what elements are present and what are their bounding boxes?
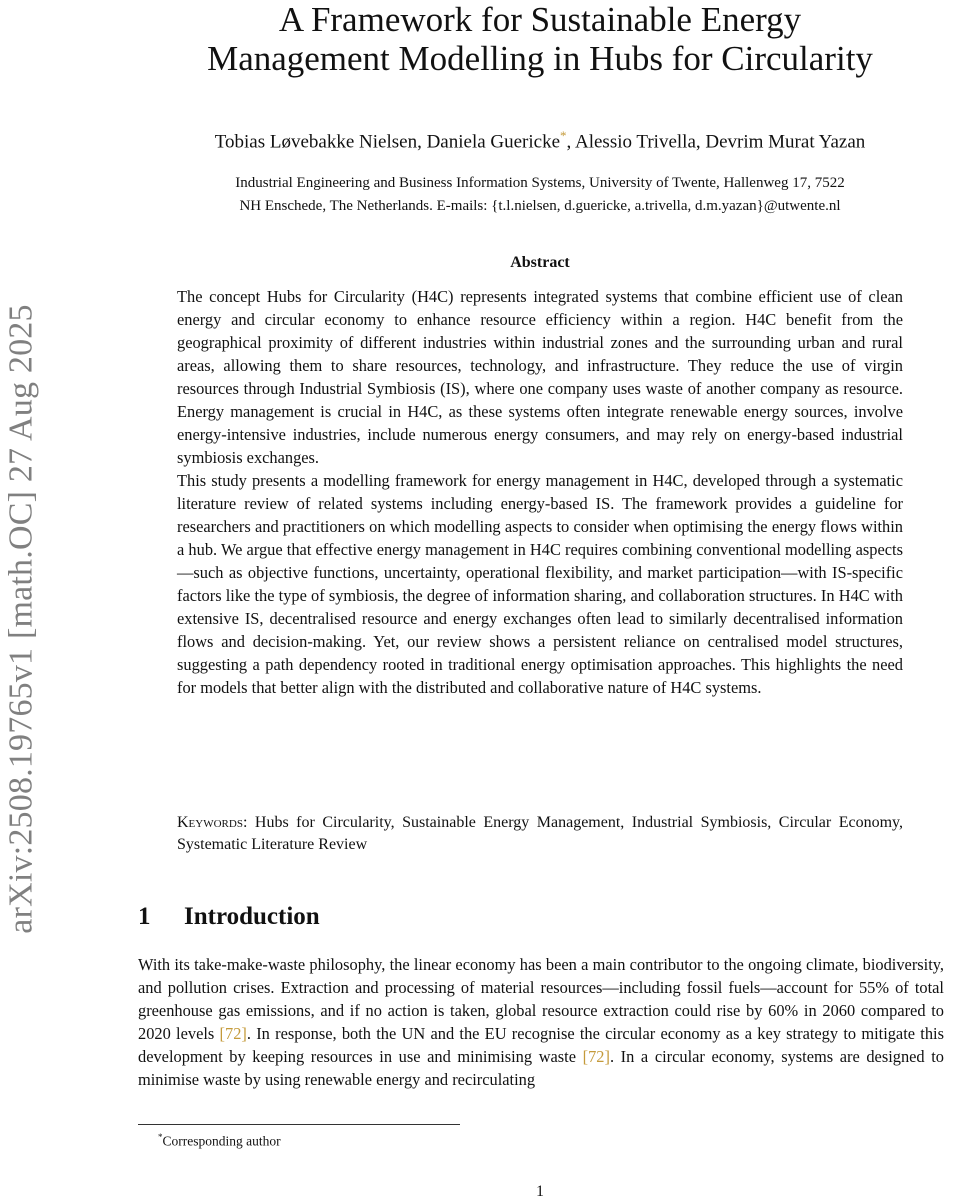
abstract-body (177, 285, 903, 699)
author-3-4: , Alessio Trivella, Devrim Murat Yazan (566, 131, 866, 153)
citation-link[interactable]: [72] (582, 1047, 610, 1066)
abstract-paragraph-1: The concept Hubs for Circularity (H4C) represents integrated systems that combine efficient use of clean energy and circular economy to enhance resource efficiency within a region. H4C benefit from the geographical proximity of different industries within industrial zones and the surrounding urban and rural areas, allowing them to share resources, technology, and infrastructure. They reduce the use of virgin resources through Industrial Symbiosis (IS), where one company uses waste of another company as resource. Energy management is crucial in H4C, as these systems often integrate renewable energy sources, involve energy-intensive industries, include numerous energy consumers, and may rely on energy-based industrial symbiosis exchanges. (177, 287, 903, 467)
keywords-label: Keywords: (177, 814, 248, 831)
citation-link[interactable]: [72] (219, 1024, 247, 1043)
page-number: 1 (536, 1183, 544, 1200)
abstract-paragraph-2: This study presents a modelling framework for energy management in H4C, developed through a systematic literature review of related systems including energy-based IS. The framework provides a guideline for researchers and practitioners on which modelling aspects to consider when optimising the energy flows within a hub. We argue that effective energy management in H4C requires combining conventional modelling aspects—such as objective functions, uncertainty, operational flexibility, and market participation—with IS-specific factors like the type of symbiosis, the degree of information sharing, and collaboration structures. In H4C with extensive IS, decentralised resource and energy exchanges often lead to similarly decentralised information flows and decision-making. Yet, our review shows a persistent reliance on centralised model structures, suggesting a path dependency rooted in traditional energy optimisation approaches. This highlights the need for models that better align with the distributed and collaborative nature of H4C systems. (177, 471, 903, 697)
intro-text-2: . In response, both the UN and the EU recognise the circular economy as a key strategy to mitigate this development by keeping resources in use and minimising waste (138, 1024, 944, 1066)
author-1: Tobias Løvebakke Nielsen, (214, 131, 427, 153)
author-list (100, 124, 974, 154)
section-number: 1 (138, 903, 151, 930)
affiliation-line-1: Industrial Engineering and Business Information Systems, University of Twente, Hallenweg 17, 7522 (235, 175, 845, 191)
intro-text-3: . In a circular economy, systems are designed to minimise waste by using renewable energy and recirculating (138, 1047, 944, 1089)
abstract-heading: Abstract (510, 254, 570, 271)
paper-title (100, 0, 974, 78)
footnote-rule (138, 1124, 460, 1125)
corresponding-author-mark[interactable]: * (560, 128, 567, 143)
section-title: Introduction (184, 903, 320, 930)
affiliation-line-2: NH Enschede, The Netherlands. E-mails: {t.l.nielsen, d.guericke, a.trivella, d.m.yazan}@utwente.nl (239, 198, 841, 214)
affiliation (100, 172, 974, 218)
title-line-1: A Framework for Sustainable Energy (278, 0, 802, 39)
section-heading (138, 901, 938, 933)
footnote (158, 1128, 758, 1151)
intro-text-1: With its take-make-waste philosophy, the linear economy has been a main contributor to the ongoing climate, biodiversity, and pollution crises. Extraction and processing of material resources—including fossil fuels—account for 55% of total greenhouse gas emissions, and if no action is taken, global resource extraction could rise by 60% in 2060 compared to 2020 levels (138, 955, 944, 1043)
keywords-text: Hubs for Circularity, Sustainable Energy Management, Industrial Symbiosis, Circular Economy, Systematic Literature Review (177, 814, 903, 853)
intro-paragraph (138, 953, 944, 1091)
author-2: Daniela Guericke (426, 131, 561, 153)
keywords (177, 812, 903, 856)
footnote-text: Corresponding author (162, 1133, 281, 1149)
arxiv-stamp-text: arXiv:2508.19765v1 [math.OC] 27 Aug 2025 (3, 304, 40, 934)
arxiv-stamp (0, 258, 44, 980)
title-line-2: Management Modelling in Hubs for Circularity (207, 39, 873, 78)
footnote-mark: * (158, 1132, 163, 1142)
